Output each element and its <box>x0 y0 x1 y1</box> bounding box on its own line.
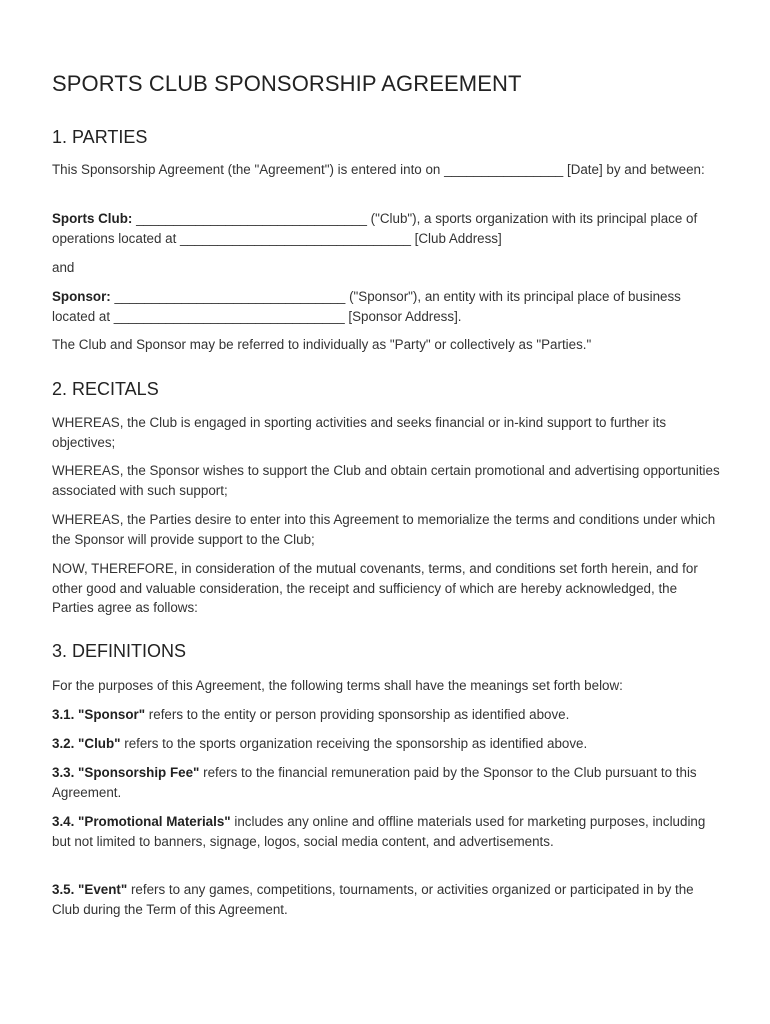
parties-heading: 1. PARTIES <box>52 127 148 147</box>
definition-item <box>52 880 720 919</box>
definitions-section <box>52 640 720 662</box>
definition-item <box>52 705 720 725</box>
recital-paragraph: WHEREAS, the Parties desire to enter into this Agreement to memorialize the terms and conditions under which the Sponsor will provide support to the Club; <box>52 512 716 547</box>
definition-item <box>52 734 720 754</box>
definition-text: refers to the sports organization receiving the sponsorship as identified above. <box>120 736 588 751</box>
definition-term: 3.4. "Promotional Materials" <box>52 814 231 829</box>
and-text: and <box>52 260 75 275</box>
and-block <box>52 258 720 278</box>
club-label: Sports Club: <box>52 211 133 226</box>
sponsor-paragraph <box>52 287 720 326</box>
club-block <box>52 209 720 248</box>
definitions-intro-block <box>52 676 720 696</box>
document-title: SPORTS CLUB SPONSORSHIP AGREEMENT <box>52 71 522 96</box>
parties-closing-block <box>52 335 720 355</box>
club-text: _______________________________ ("Club"), a sports organization with its principal place of operations located at _______________________________ [Club Address] <box>52 211 698 246</box>
definition-text: refers to the financial remuneration paid by the Sponsor to the Club pursuant to this Agreement. <box>52 765 697 800</box>
definition-text: includes any online and offline materials used for marketing purposes, including but not limited to banners, signage, logos, social media content, and advertisements. <box>52 814 706 849</box>
parties-section <box>52 126 720 148</box>
definition-text: refers to the entity or person providing sponsorship as identified above. <box>145 707 570 722</box>
definition-block <box>52 734 720 754</box>
recital-block <box>52 559 720 618</box>
definition-term: 3.5. "Event" <box>52 882 128 897</box>
parties-closing: The Club and Sponsor may be referred to individually as "Party" or collectively as "Parties." <box>52 337 592 352</box>
recital-block <box>52 510 720 549</box>
definition-item <box>52 763 720 802</box>
definition-block <box>52 812 720 851</box>
recital-paragraph: WHEREAS, the Sponsor wishes to support the Club and obtain certain promotional and advertising opportunities associated with such support; <box>52 463 720 498</box>
sponsor-label: Sponsor: <box>52 289 111 304</box>
sponsor-block <box>52 287 720 326</box>
definition-term: 3.1. "Sponsor" <box>52 707 146 722</box>
definition-term: 3.2. "Club" <box>52 736 121 751</box>
definition-term: 3.3. "Sponsorship Fee" <box>52 765 200 780</box>
recital-paragraph: NOW, THEREFORE, in consideration of the mutual covenants, terms, and conditions set forth herein, and for other good and valuable consideration, the receipt and sufficiency of which are hereby acknowledged, the Parties agree as follows: <box>52 561 698 615</box>
sponsor-text: _______________________________ ("Sponsor"), an entity with its principal place of business located at _______________________________ [Sponsor Address]. <box>52 289 681 324</box>
recitals-heading: 2. RECITALS <box>52 379 159 399</box>
definitions-intro: For the purposes of this Agreement, the following terms shall have the meanings set forth below: <box>52 678 623 693</box>
recital-block <box>52 461 720 500</box>
definition-block <box>52 880 720 919</box>
definition-item <box>52 812 720 851</box>
recitals-section <box>52 378 720 400</box>
recital-block <box>52 413 720 452</box>
definitions-heading: 3. DEFINITIONS <box>52 641 187 661</box>
club-paragraph <box>52 209 720 248</box>
definition-block <box>52 763 720 802</box>
parties-intro: This Sponsorship Agreement (the "Agreement") is entered into on ________________ [Date] by and between: <box>52 162 705 177</box>
parties-intro-block <box>52 160 720 180</box>
definition-block <box>52 705 720 725</box>
recital-paragraph: WHEREAS, the Club is engaged in sporting activities and seeks financial or in-kind support to further its objectives; <box>52 415 667 450</box>
definition-text: refers to any games, competitions, tournaments, or activities organized or participated in by the Club during the Term of this Agreement. <box>52 882 694 917</box>
